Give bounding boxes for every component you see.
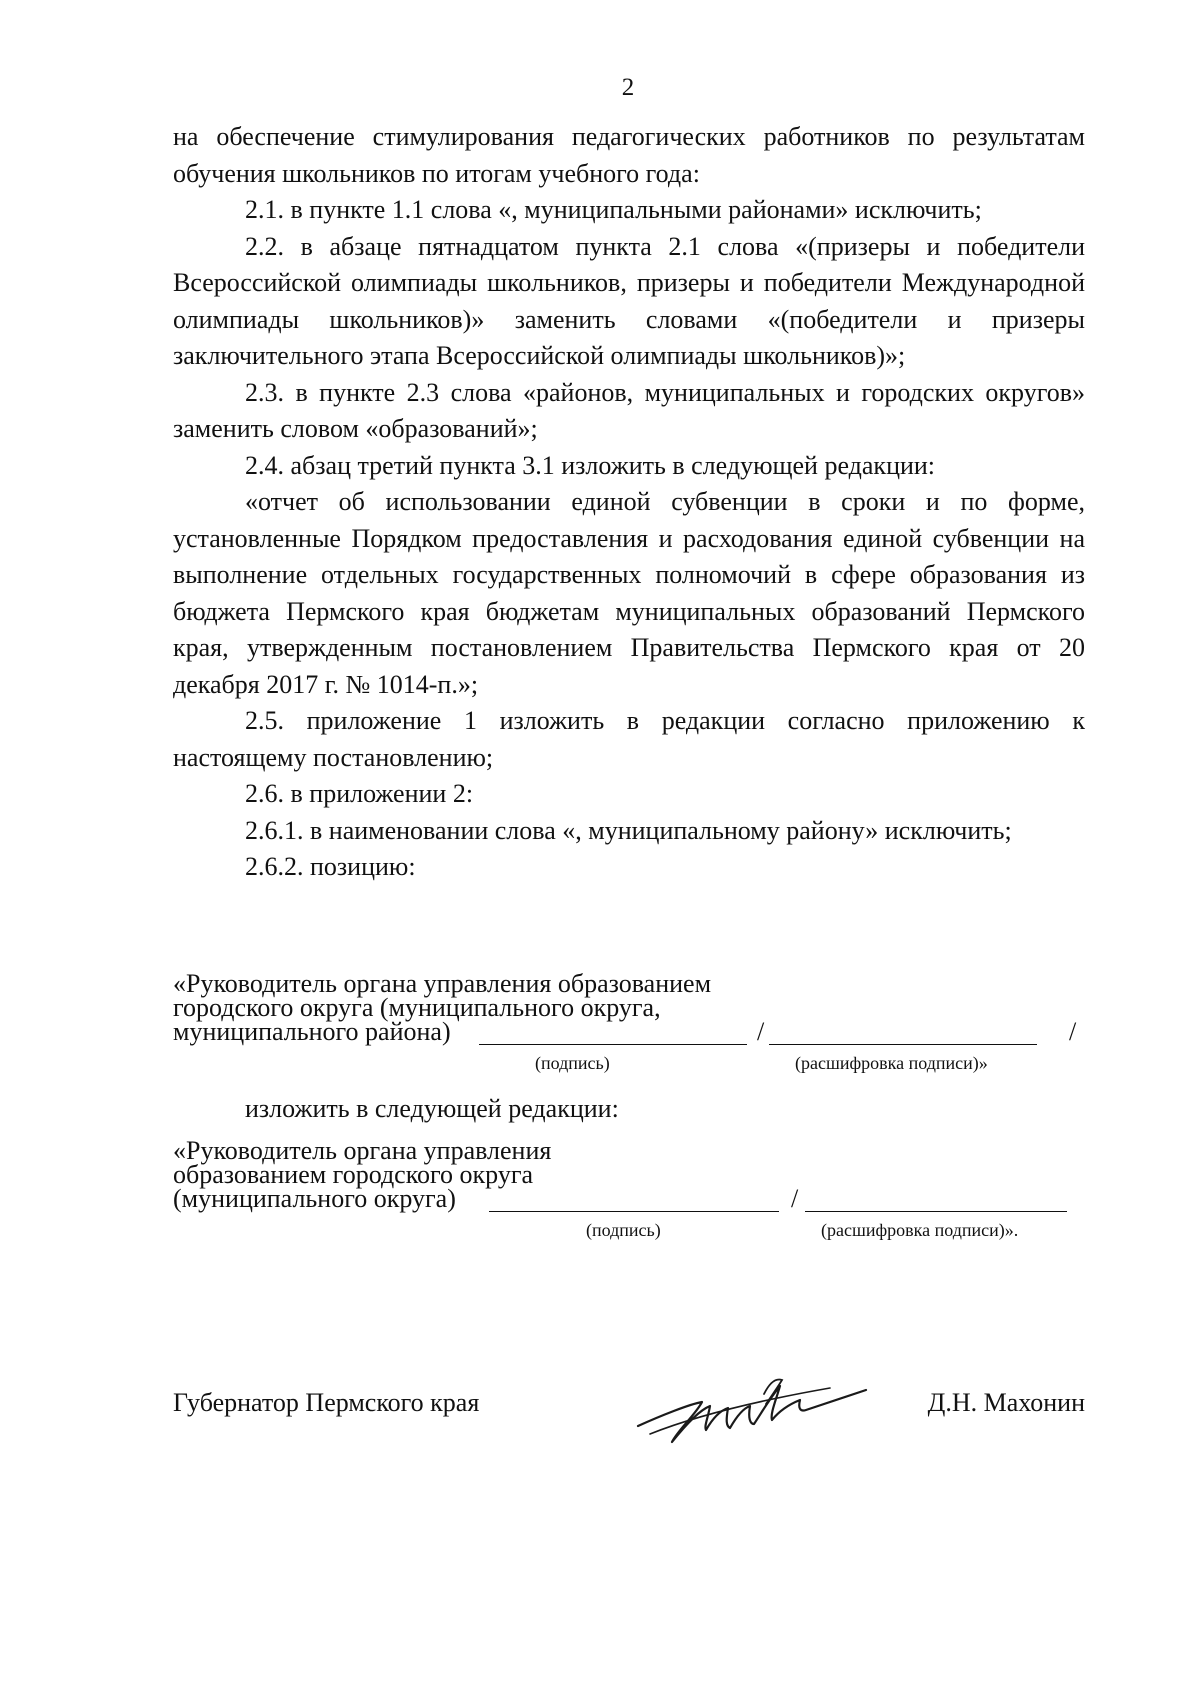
signatory-title: Губернатор Пермского края <box>173 1388 480 1417</box>
new-position-line-1: «Руководитель органа управления <box>173 1136 552 1165</box>
slash-separator: / <box>791 1184 799 1213</box>
paragraph-quoted-report: «отчет об использовании единой субвенции в сроки и по форме, установленные Порядком предоставления и расходования единой субвенции на выполнение отдельных государственных полномочий в сфере образования из бюджета Пермского края бюджетам муниципальных образований Пермского края, утвержденным постановлением Правительства Пермского края от 20 декабря 2017 г. № 1014-п.»; <box>173 487 1085 699</box>
paragraph-2-6-2: 2.6.2. позицию: <box>245 852 416 881</box>
signatory-name: Д.Н. Махонин <box>927 1388 1085 1417</box>
paragraph-2-3: 2.3. в пункте 2.3 слова «районов, муниципальных и городских округов» заменить словом «образований»; <box>173 377 1085 443</box>
new-position-line-2: образованием городского округа <box>173 1160 534 1189</box>
old-position-block <box>173 969 1077 1073</box>
handwritten-signature-icon <box>630 1368 870 1448</box>
new-edition-intro: изложить в следующей редакции: <box>245 1094 619 1123</box>
decoding-line <box>769 1044 1037 1045</box>
decoding-line <box>805 1211 1067 1212</box>
new-position-line-3: (муниципального округа) <box>173 1184 456 1213</box>
old-position-line-1: «Руководитель органа управления образованием <box>173 969 712 998</box>
old-position-signature-row <box>173 1017 1077 1046</box>
signature-line <box>479 1044 747 1045</box>
old-position-line-3: муниципального района) <box>173 1017 451 1046</box>
new-position-block <box>173 1136 1019 1240</box>
caption-signature: (подпись) <box>535 1053 610 1073</box>
paragraph-2-6-1: 2.6.1. в наименовании слова «, муниципальному району» исключить; <box>245 815 1012 845</box>
signature-line <box>489 1211 779 1212</box>
new-position-signature-row <box>173 1184 799 1213</box>
slash-separator-end: / <box>1069 1017 1077 1046</box>
page-number: 2 <box>621 74 635 101</box>
old-position-line-2: городского округа (муниципального округа, <box>173 993 661 1022</box>
paragraph-2-6: 2.6. в приложении 2: <box>245 779 474 808</box>
document-body <box>173 119 1085 886</box>
paragraph-2-2: 2.2. в абзаце пятнадцатом пункта 2.1 слова «(призеры и победители Всероссийской олимпиады школьников, призеры и победители Международной олимпиады школьников)» заменить словами «(победители и призеры заключительного этапа Всероссийской олимпиады школьников)»; <box>173 231 1085 370</box>
caption-decoding: (расшифровка подписи)». <box>821 1220 1019 1240</box>
paragraph-continuation: на обеспечение стимулирования педагогических работников по результатам обучения школьников по итогам учебного года: <box>173 122 1085 188</box>
slash-separator: / <box>757 1017 765 1046</box>
paragraph-2-1: 2.1. в пункте 1.1 слова «, муниципальными районами» исключить; <box>245 195 982 224</box>
caption-signature: (подпись) <box>586 1220 661 1240</box>
paragraph-2-5: 2.5. приложение 1 изложить в редакции согласно приложению к настоящему постановлению; <box>173 706 1085 772</box>
paragraph-2-4: 2.4. абзац третий пункта 3.1 изложить в следующей редакции: <box>245 450 936 480</box>
caption-decoding: (расшифровка подписи)» <box>795 1053 988 1073</box>
